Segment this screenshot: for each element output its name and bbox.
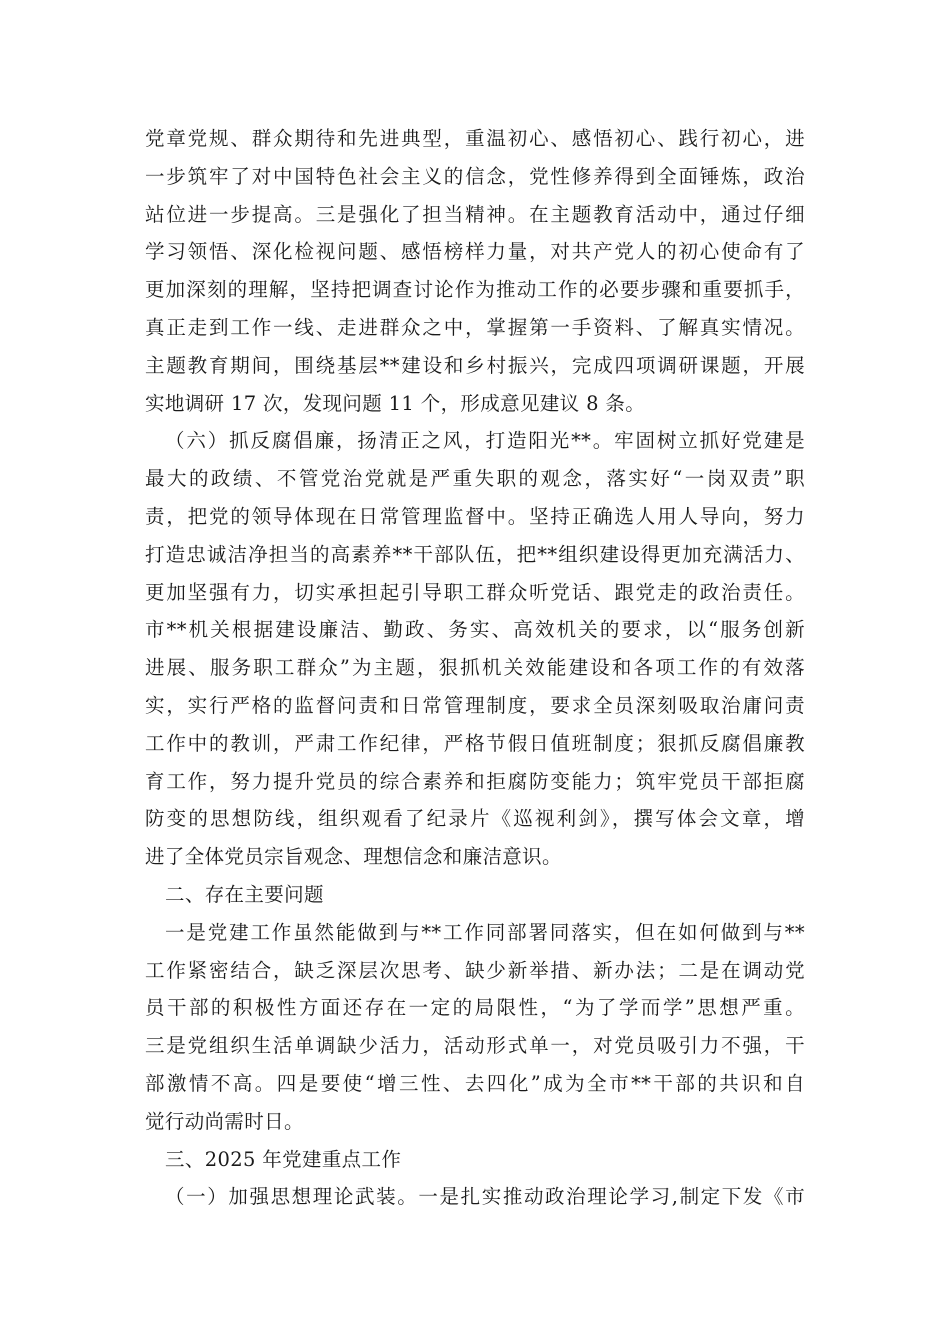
- text-line: 育工作，努力提升党员的综合素养和拒腐防变能力；筑牢党员干部拒腐: [145, 769, 805, 793]
- text-line: 最大的政绩、不管党治党就是严重失职的观念，落实好“一岗双责”职: [145, 467, 805, 491]
- text-line: 市**机关根据建设廉洁、勤政、务实、高效机关的要求，以“服务创新: [145, 618, 805, 642]
- text-line: 更加坚强有力，切实承担起引导职工群众听党话、跟党走的政治责任。: [145, 580, 805, 604]
- text-line: 员干部的积极性方面还存在一定的局限性，“为了学而学”思想严重。: [145, 996, 805, 1020]
- text-line: 三是党组织生活单调缺少活力，活动形式单一，对党员吸引力不强，干: [145, 1034, 805, 1058]
- text-line: 一步筑牢了对中国特色社会主义的信念，党性修养得到全面锤炼，政治: [145, 164, 805, 188]
- text-line: 部激情不高。四是要使“增三性、去四化”成为全市**干部的共识和自: [145, 1071, 805, 1095]
- text-line: 实地调研 17 次，发现问题 11 个，形成意见建议 8 条。: [145, 391, 646, 415]
- text-line: 觉行动尚需时日。: [145, 1109, 304, 1133]
- text-line: 学习领悟、深化检视问题、感悟榜样力量，对共产党人的初心使命有了: [145, 240, 805, 264]
- text-line: 工作中的教训，严肃工作纪律，严格节假日值班制度；狠抓反腐倡廉教: [145, 731, 805, 755]
- text-line: 工作紧密结合，缺乏深层次思考、缺少新举措、新办法；二是在调动党: [145, 958, 805, 982]
- text-line: 三、2025 年党建重点工作: [165, 1147, 402, 1171]
- text-line: 进展、服务职工群众”为主题，狠抓机关效能建设和各项工作的有效落: [145, 656, 805, 680]
- document-body: [145, 120, 805, 1216]
- text-line: 党章党规、群众期待和先进典型，重温初心、感悟初心、践行初心，进: [145, 127, 805, 150]
- text-line: 二、存在主要问题: [165, 882, 324, 906]
- text-line: 实，实行严格的监督问责和日常管理制度，要求全员深刻吸取治庸问责: [145, 693, 805, 717]
- text-line: 真正走到工作一线、走进群众之中，掌握第一手资料、了解真实情况。: [145, 315, 805, 339]
- text-line: （六）抓反腐倡廉，扬清正之风，打造阳光**。牢固树立抓好党建是: [165, 429, 805, 453]
- text-line: 打造忠诚洁净担当的高素养**干部队伍，把**组织建设得更加充满活力、: [145, 542, 805, 566]
- text-line: 一是党建工作虽然能做到与**工作同部署同落实，但在如何做到与**: [165, 920, 805, 944]
- text-line: 主题教育期间，围绕基层**建设和乡村振兴，完成四项调研课题，开展: [145, 353, 805, 377]
- text-line: 进了全体党员宗旨观念、理想信念和廉洁意识。: [145, 845, 562, 869]
- text-line: （一）加强思想理论武装。一是扎实推动政治理论学习,制定下发《市: [165, 1185, 805, 1209]
- text-line: 责，把党的领导体现在日常管理监督中。坚持正确选人用人导向，努力: [145, 504, 805, 528]
- text-line: 站位进一步提高。三是强化了担当精神。在主题教育活动中，通过仔细: [145, 202, 805, 226]
- text-line: 防变的思想防线，组织观看了纪录片《巡视利剑》，撰写体会文章，增: [145, 807, 805, 831]
- text-line: 更加深刻的理解，坚持把调查讨论作为推动工作的必要步骤和重要抓手，: [145, 278, 805, 302]
